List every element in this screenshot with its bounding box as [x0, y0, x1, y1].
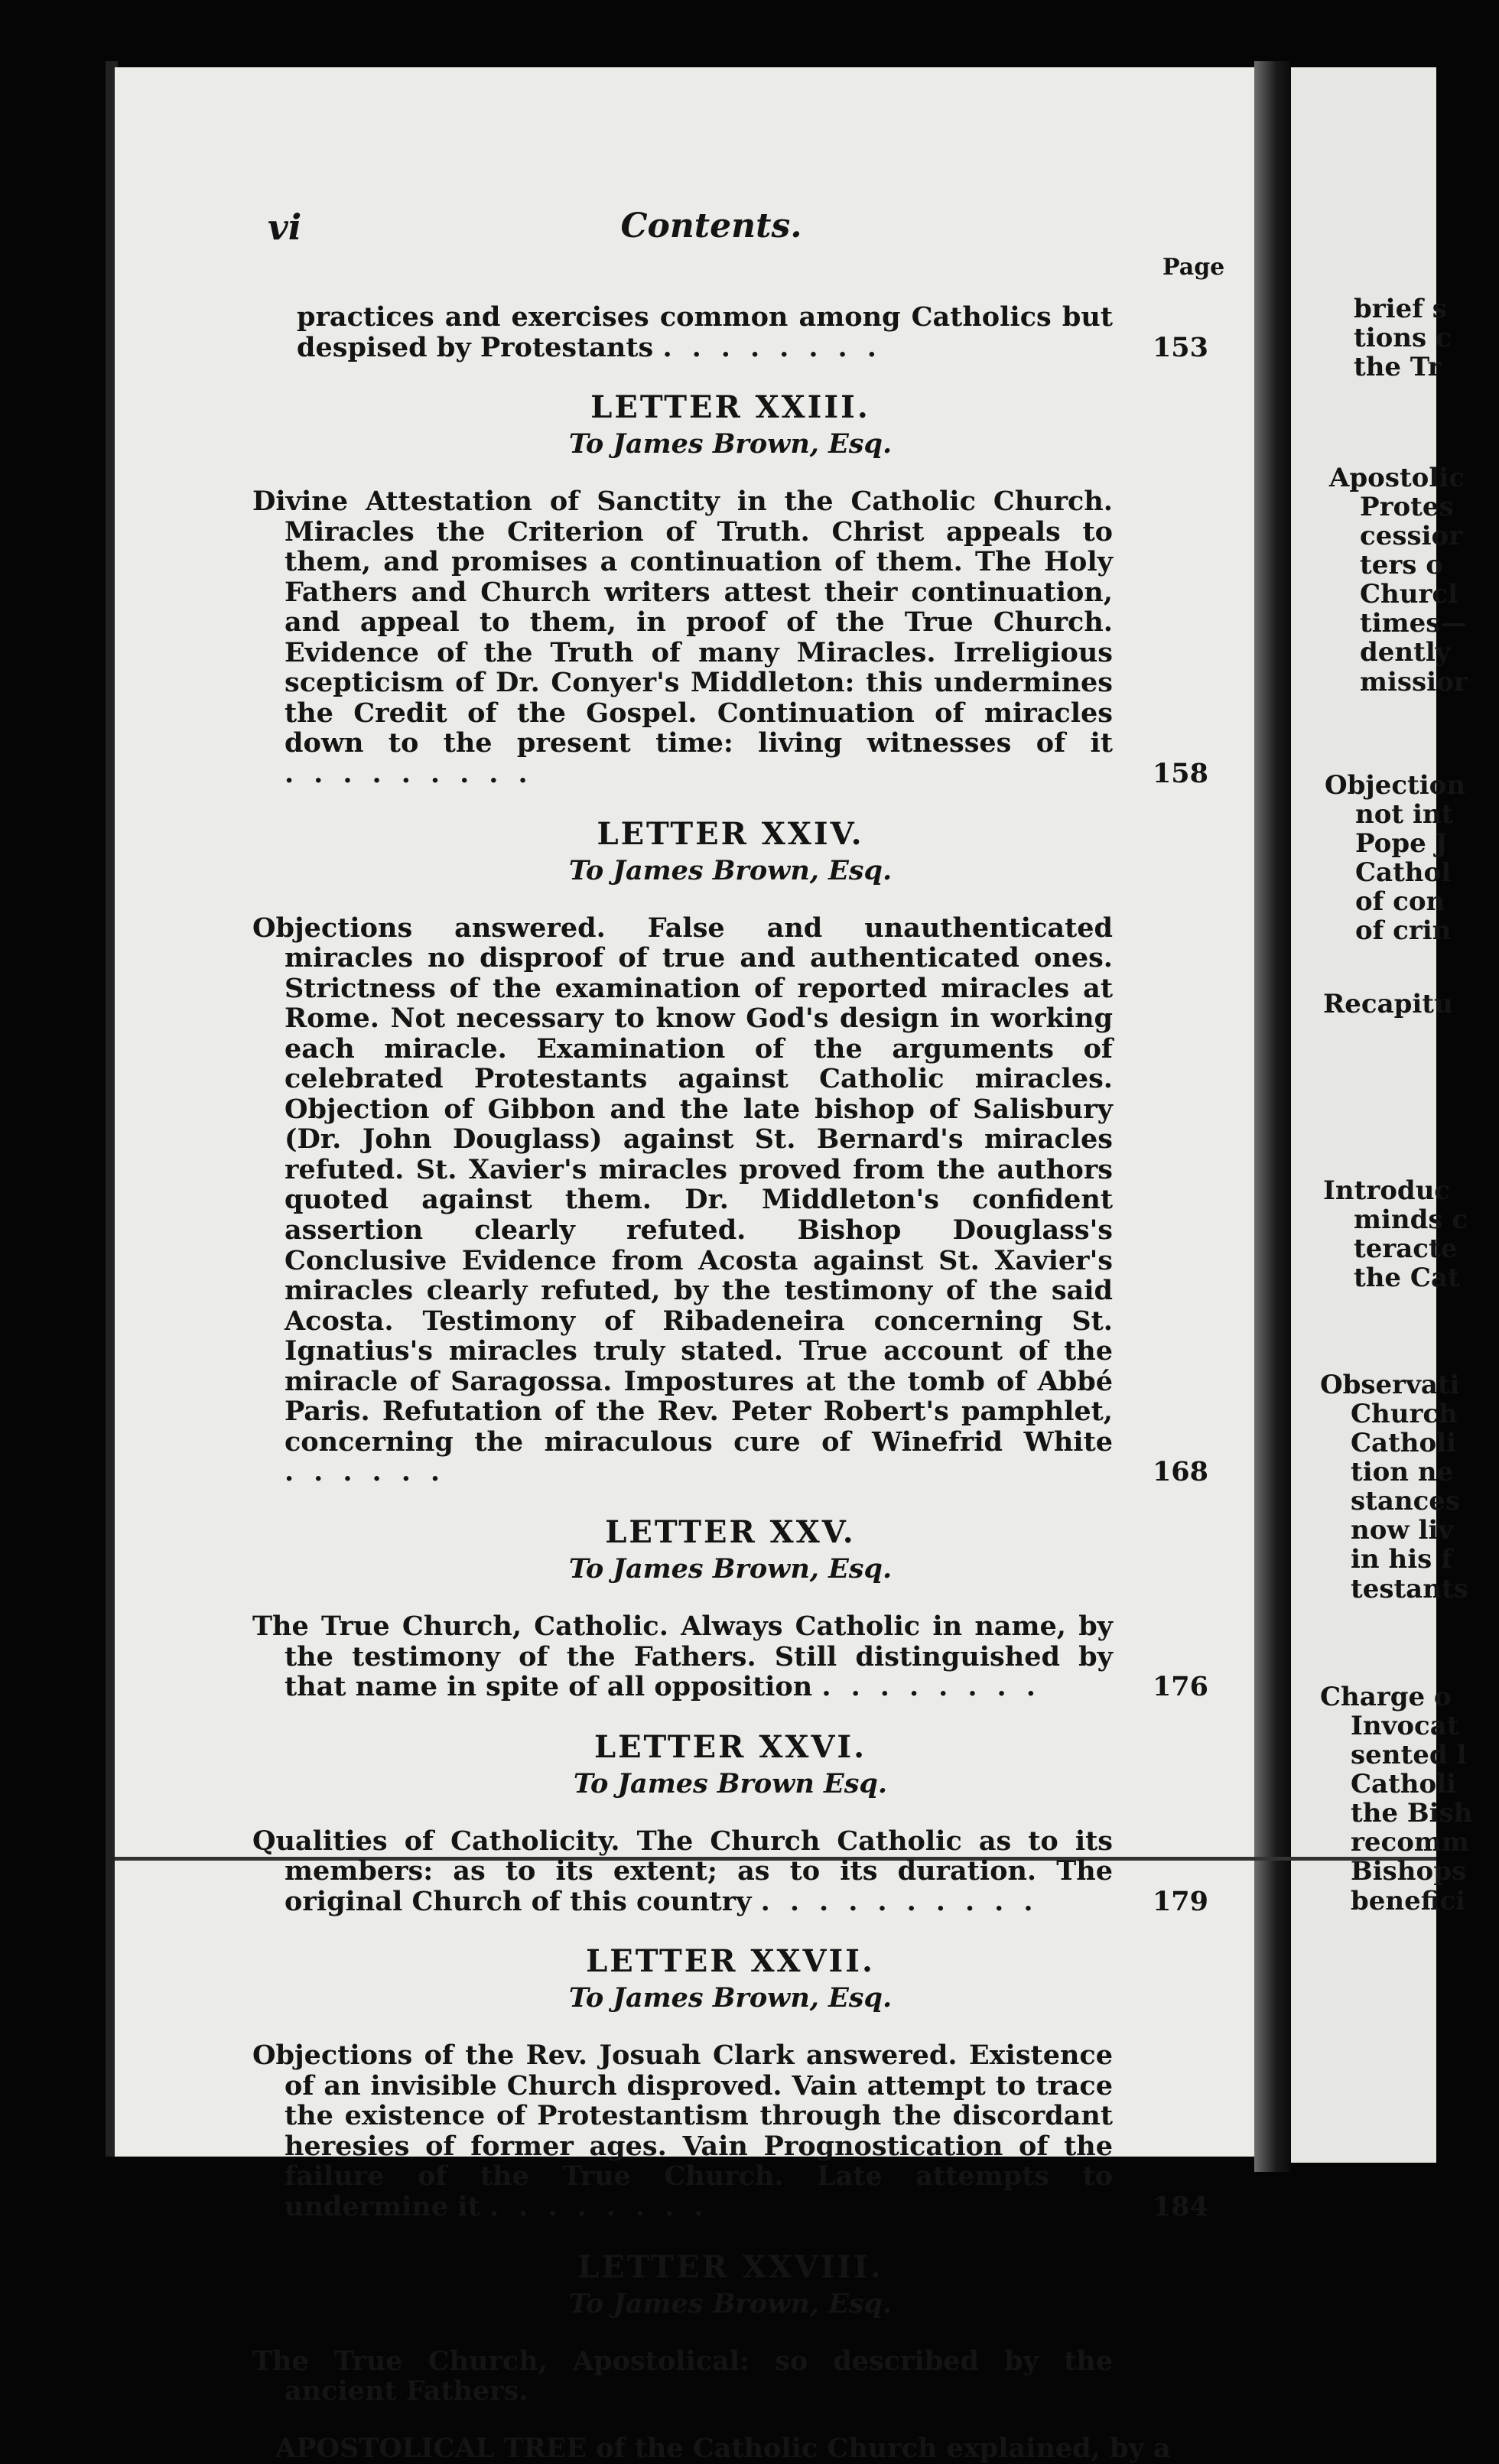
letter-heading: LETTER XXVIII.	[577, 2248, 883, 2285]
right-page-fragment: Objection not int Pope J Cathol of con of crin	[1325, 770, 1466, 947]
right-page-fragment: Observati Church Catholi tion ne stances now liv in his f testants	[1320, 1370, 1468, 1604]
letter-heading: LETTER XXIV.	[597, 815, 864, 852]
letter-addressee: To James Brown, Esq.	[568, 1552, 893, 1585]
letter-addressee: To James Brown, Esq.	[568, 428, 893, 460]
entry-text: Qualities of Catholicity. The Church Catholic as to its members: as to its extent; as to its duration. The original Church of this country .......... 179	[252, 1825, 1208, 1917]
entry-text: Divine Attestation of Sanctity in the Catholic Church. Miracles the Criterion of Truth. Christ appeals to them, and promises a continuation of them. The Holy Fathers and Church writers attest their continuation, and appeal to them, in proof of the True Church. Evidence of the Truth of many Miracles. Irreligious scepticism of Dr. Conyer's Middleton: this undermines the Credit of the Gospel. Continuation of miracles down to the present time: living witnesses of it ......... 158	[252, 486, 1208, 790]
entry-text: practices and exercises common among Catholics but despised by Protestants ........ 153	[297, 301, 1208, 363]
entry-page-number: 168	[1152, 1456, 1208, 1488]
table-of-contents	[252, 275, 1208, 2463]
entry-text: The True Church, Apostolical: so described by the ancient Fathers.	[252, 2345, 1113, 2407]
entry-page-number: 184	[1152, 2190, 1208, 2222]
toc-entry-letter-xxvii	[252, 1943, 1208, 2222]
running-head	[268, 206, 1155, 260]
toc-entry-letter-xxviii	[252, 2249, 1208, 2464]
page-column-label: Page	[1162, 254, 1225, 281]
cut-off-line: APOSTOLICAL TREE of the Catholic Church explained, by a	[275, 2432, 1171, 2464]
toc-entry-letter-xxiv	[252, 816, 1208, 1487]
folio-number: vi	[268, 206, 302, 248]
entry-text: The True Church, Catholic. Always Catholic in name, by the testimony of the Fathers. Still distinguished by that name in spite of all opposition ........ 176	[252, 1610, 1208, 1703]
toc-entry-letter-xxv	[252, 1514, 1208, 1702]
right-page-fragment: Charge o Invocat sented l Catholi the Bish recomm Bishops benefici	[1320, 1682, 1473, 1916]
entry-page-number: 153	[1152, 331, 1208, 363]
letter-addressee: To James Brown Esq.	[573, 1767, 888, 1799]
entry-text: Objections answered. False and unauthenticated miracles no disproof of true and authenticated ones. Strictness of the examination of reported miracles at Rome. Not necessary to know God's design in working each miracle. Examination of the arguments of celebrated Protestants against Catholic miracles. Objection of Gibbon and the late bishop of Salisbury (Dr. John Douglass) against St. Bernard's miracles refuted. St. Xavier's miracles proved from the authors quoted against them. Dr. Middleton's confident assertion clearly refuted. Bishop Douglass's Conclusive Evidence from Acosta against St. Xavier's miracles clearly refuted, by the testimony of the said Acosta. Testimony of Ribadeneira concerning St. Ignatius's miracles truly stated. True account of the miracle of Saragossa. Impostures at the tomb of Abbé Paris. Refutation of the Rev. Peter Robert's pamphlet, concerning the miraculous cure of Winefrid White ...... 168	[252, 912, 1208, 1488]
book-gutter	[1254, 61, 1291, 2172]
right-page-fragment: brief s tions c the Tr	[1354, 294, 1452, 383]
entry-page-number: 158	[1152, 758, 1208, 790]
letter-addressee: To James Brown, Esq.	[568, 854, 893, 886]
letter-addressee: To James Brown, Esq.	[568, 2287, 893, 2319]
right-page-fragment: Recapitu	[1323, 989, 1453, 1019]
letter-heading: LETTER XXVI.	[593, 1728, 867, 1765]
letter-heading: LETTER XXVII.	[586, 1943, 875, 1980]
toc-entry-continuation	[252, 302, 1208, 362]
letter-addressee: To James Brown, Esq.	[568, 1982, 893, 2014]
running-title: Contents.	[620, 206, 802, 245]
right-page-fragment: Apostolic Protes cessior ters o Churcl times— dently missior	[1329, 463, 1468, 697]
toc-entry-letter-xxvi	[252, 1729, 1208, 1917]
entry-page-number: 179	[1152, 1885, 1208, 1917]
letter-heading: LETTER XXV.	[605, 1513, 856, 1550]
toc-entry-letter-xxiii	[252, 389, 1208, 788]
entry-text: Objections of the Rev. Josuah Clark answered. Existence of an invisible Church disproved. Vain attempt to trace the existence of Protestantism through the discordant heresies of former ages. Vain Prognostication of the failure of the True Church. Late attempts to undermine it ........ 184	[252, 2040, 1208, 2222]
entry-page-number: 176	[1152, 1671, 1208, 1703]
right-page-fragment: Introduc minds c teracte the Cat	[1323, 1175, 1468, 1294]
letter-heading: LETTER XXIII.	[590, 389, 870, 426]
